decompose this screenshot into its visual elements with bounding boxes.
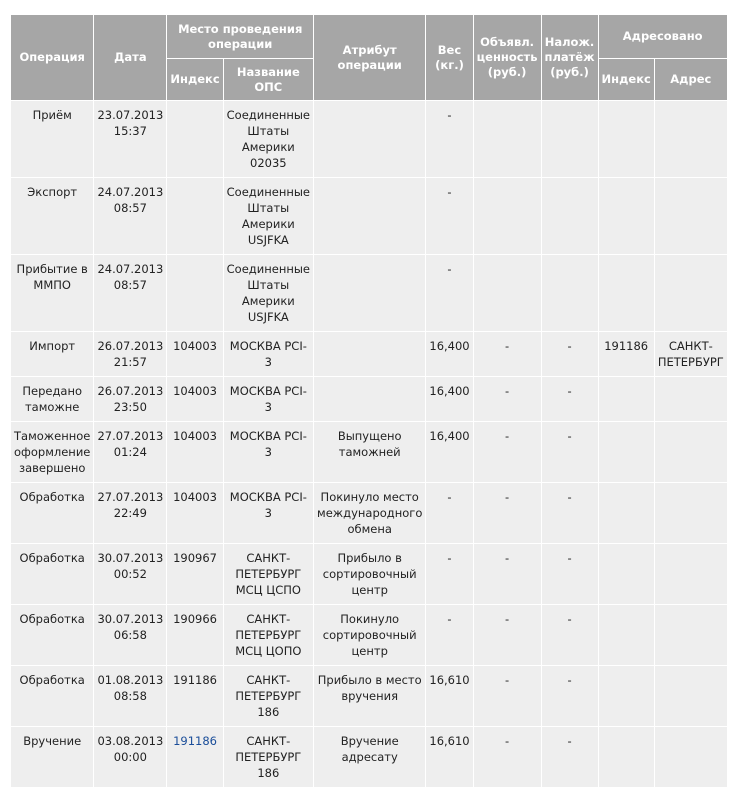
operation-text: Экспорт	[27, 185, 78, 199]
tracking-rows	[11, 101, 727, 787]
header-place-name: Название ОПС	[224, 59, 313, 100]
date-cell	[94, 422, 166, 482]
time-value: 08:58	[113, 689, 147, 703]
ops-name-text: МОСКВА PCI-3	[229, 384, 307, 414]
cod-cell	[542, 666, 598, 726]
ops-name-cell	[224, 332, 313, 376]
date-value: 24.07.2013	[97, 262, 164, 276]
ops-index-text: 191186	[173, 673, 217, 687]
declared-value-cell	[474, 666, 541, 726]
declared-value-text: -	[504, 673, 510, 687]
addr-address-cell	[655, 377, 727, 421]
ops-index-cell	[167, 544, 222, 604]
declared-value-text: -	[504, 490, 510, 504]
cod-text: -	[567, 612, 572, 626]
ops-name-text: МОСКВА PCI-3	[229, 490, 307, 520]
header-addressed: Адресовано	[599, 15, 727, 58]
table-row	[11, 727, 727, 787]
declared-value-cell	[474, 377, 541, 421]
ops-index-cell	[167, 178, 222, 254]
declared-value-text: -	[504, 384, 510, 398]
ops-name-text: САНКТ-ПЕТЕРБУРГ 186	[235, 734, 302, 780]
ops-name-cell	[224, 544, 313, 604]
addr-index-cell	[599, 544, 654, 604]
ops-name-cell	[224, 377, 313, 421]
time-value: 00:00	[113, 750, 147, 764]
addr-index-text: 191186	[604, 339, 649, 353]
attribute-cell	[314, 422, 425, 482]
table-row	[11, 605, 727, 665]
declared-value-cell	[474, 483, 541, 543]
time-value: 21:57	[113, 355, 147, 369]
date-value: 26.07.2013	[97, 339, 164, 353]
attribute-text: Покинуло место международного обмена	[317, 490, 423, 536]
addr-address-cell	[655, 666, 727, 726]
attribute-text: Прибыло в сортировочный центр	[322, 551, 417, 597]
date-cell	[94, 101, 166, 177]
weight-text: 16,610	[429, 673, 470, 687]
date-cell	[94, 332, 166, 376]
weight-cell	[426, 101, 472, 177]
ops-index-cell	[167, 101, 222, 177]
table-row	[11, 666, 727, 726]
ops-index-link[interactable]: 191186	[173, 734, 217, 748]
addr-index-cell	[599, 483, 654, 543]
declared-value-cell	[474, 101, 541, 177]
date-value: 24.07.2013	[97, 185, 164, 199]
addr-address-cell	[655, 727, 727, 787]
declared-value-text: -	[504, 339, 510, 353]
attribute-cell	[314, 544, 425, 604]
attribute-cell	[314, 377, 425, 421]
operation-text: Таможенное оформление завершено	[14, 429, 91, 475]
operation-text: Обработка	[19, 490, 85, 504]
header-addr-index: Индекс	[599, 59, 654, 100]
ops-index-cell	[167, 666, 222, 726]
attribute-cell	[314, 666, 425, 726]
weight-cell	[426, 483, 472, 543]
header-place: Место проведения операции	[167, 15, 313, 58]
weight-text: -	[447, 185, 452, 199]
declared-value-cell	[474, 422, 541, 482]
addr-address-text: САНКТ-ПЕТЕРБУРГ	[657, 339, 724, 369]
ops-index-text: 104003	[173, 490, 217, 504]
tracking-table	[10, 14, 728, 788]
header-date: Дата	[94, 15, 166, 100]
ops-name-cell	[224, 483, 313, 543]
operation-text: Обработка	[19, 673, 85, 687]
ops-name-text: МОСКВА PCI-3	[229, 429, 307, 459]
ops-index-text: 190966	[173, 612, 217, 626]
time-value: 08:57	[113, 201, 147, 215]
cod-text: -	[567, 339, 572, 353]
operation-text: Импорт	[29, 339, 76, 353]
weight-text: -	[447, 262, 452, 276]
addr-address-cell	[655, 605, 727, 665]
cod-text: -	[567, 429, 572, 443]
operation-cell	[11, 605, 93, 665]
ops-name-cell	[224, 422, 313, 482]
addr-index-cell	[599, 727, 654, 787]
table-row	[11, 101, 727, 177]
operation-cell	[11, 544, 93, 604]
declared-value-text: -	[504, 734, 510, 748]
table-row	[11, 377, 727, 421]
cod-cell	[542, 255, 598, 331]
date-value: 30.07.2013	[97, 612, 164, 626]
addr-index-cell	[599, 255, 654, 331]
date-cell	[94, 178, 166, 254]
addr-index-cell	[599, 377, 654, 421]
operation-cell	[11, 377, 93, 421]
cod-cell	[542, 483, 598, 543]
date-value: 27.07.2013	[97, 429, 164, 443]
addr-address-cell	[655, 422, 727, 482]
cod-cell	[542, 422, 598, 482]
addr-index-cell	[599, 605, 654, 665]
operation-text: Передано таможне	[22, 384, 83, 414]
cod-cell	[542, 544, 598, 604]
addr-address-cell	[655, 178, 727, 254]
ops-index-text: 104003	[173, 339, 217, 353]
header-cod: Налож. платёж (руб.)	[542, 15, 598, 100]
cod-text: -	[567, 551, 572, 565]
addr-address-cell	[655, 332, 727, 376]
table-row	[11, 544, 727, 604]
tracking-table-wrapper	[10, 14, 728, 788]
header-weight: Вес (кг.)	[426, 15, 472, 100]
attribute-cell	[314, 605, 425, 665]
date-cell	[94, 727, 166, 787]
weight-text: 16,610	[429, 734, 470, 748]
header-attribute: Атрибут операции	[314, 15, 425, 100]
attribute-text: Выпущено таможней	[337, 429, 402, 459]
weight-cell	[426, 422, 472, 482]
attribute-text: Вручение адресату	[340, 734, 399, 764]
addr-index-cell	[599, 666, 654, 726]
cod-text: -	[567, 734, 572, 748]
attribute-cell	[314, 178, 425, 254]
addr-index-cell	[599, 422, 654, 482]
cod-text: -	[567, 384, 572, 398]
ops-name-text: САНКТ-ПЕТЕРБУРГ 186	[235, 673, 302, 719]
table-row	[11, 422, 727, 482]
operation-text: Приём	[32, 108, 72, 122]
operation-cell	[11, 422, 93, 482]
operation-cell	[11, 483, 93, 543]
time-value: 08:57	[113, 278, 147, 292]
operation-cell	[11, 666, 93, 726]
date-value: 01.08.2013	[97, 673, 164, 687]
declared-value-text: -	[504, 429, 510, 443]
ops-index-cell	[167, 422, 222, 482]
addr-address-cell	[655, 255, 727, 331]
ops-index-cell	[167, 605, 222, 665]
ops-index-cell	[167, 255, 222, 331]
weight-cell	[426, 178, 472, 254]
addr-index-cell	[599, 332, 654, 376]
declared-value-cell	[474, 255, 541, 331]
ops-index-cell	[167, 332, 222, 376]
time-value: 23:50	[113, 400, 147, 414]
operation-text: Обработка	[19, 612, 85, 626]
cod-text: -	[567, 490, 572, 504]
weight-text: -	[447, 612, 452, 626]
cod-cell	[542, 605, 598, 665]
attribute-cell	[314, 255, 425, 331]
ops-name-cell	[224, 255, 313, 331]
ops-name-cell	[224, 727, 313, 787]
operation-text: Прибытие в ММПО	[16, 262, 88, 292]
operation-cell	[11, 332, 93, 376]
time-value: 15:37	[113, 124, 147, 138]
ops-name-cell	[224, 101, 313, 177]
ops-index-cell	[167, 483, 222, 543]
date-value: 26.07.2013	[97, 384, 164, 398]
cod-cell	[542, 727, 598, 787]
weight-text: -	[447, 551, 452, 565]
declared-value-cell	[474, 727, 541, 787]
header-place-index: Индекс	[167, 59, 222, 100]
date-value: 27.07.2013	[97, 490, 164, 504]
ops-name-text: САНКТ-ПЕТЕРБУРГ МСЦ ЦОПО	[235, 612, 302, 658]
ops-name-cell	[224, 605, 313, 665]
time-value: 22:49	[113, 506, 147, 520]
time-value: 06:58	[113, 628, 147, 642]
ops-index-text: 104003	[173, 384, 217, 398]
weight-text: -	[447, 108, 452, 122]
ops-name-text: Соединенные Штаты Америки 02035	[226, 108, 311, 170]
declared-value-cell	[474, 544, 541, 604]
operation-cell	[11, 178, 93, 254]
date-value: 30.07.2013	[97, 551, 164, 565]
time-value: 01:24	[113, 445, 147, 459]
operation-cell	[11, 255, 93, 331]
operation-cell	[11, 727, 93, 787]
weight-cell	[426, 332, 472, 376]
weight-text: 16,400	[429, 429, 470, 443]
weight-cell	[426, 727, 472, 787]
date-cell	[94, 377, 166, 421]
attribute-cell	[314, 332, 425, 376]
header-declared-value: Объявл. ценность (руб.)	[474, 15, 541, 100]
weight-cell	[426, 377, 472, 421]
ops-name-cell	[224, 178, 313, 254]
cod-cell	[542, 377, 598, 421]
declared-value-text: -	[504, 551, 510, 565]
date-cell	[94, 544, 166, 604]
ops-name-text: Соединенные Штаты Америки USJFKA	[226, 185, 311, 247]
operation-text: Вручение	[23, 734, 82, 748]
addr-address-cell	[655, 101, 727, 177]
table-row	[11, 255, 727, 331]
declared-value-cell	[474, 178, 541, 254]
table-row	[11, 332, 727, 376]
date-cell	[94, 255, 166, 331]
ops-index-text: 104003	[173, 429, 217, 443]
weight-cell	[426, 666, 472, 726]
ops-name-text: Соединенные Штаты Америки USJFKA	[226, 262, 311, 324]
addr-index-cell	[599, 178, 654, 254]
addr-address-cell	[655, 544, 727, 604]
weight-text: 16,400	[429, 384, 470, 398]
declared-value-cell	[474, 332, 541, 376]
cod-cell	[542, 178, 598, 254]
date-cell	[94, 483, 166, 543]
attribute-text: Прибыло в место вручения	[317, 673, 422, 703]
addr-address-cell	[655, 483, 727, 543]
ops-name-cell	[224, 666, 313, 726]
operation-text: Обработка	[19, 551, 85, 565]
time-value: 00:52	[113, 567, 147, 581]
cod-text: -	[567, 673, 572, 687]
cod-cell	[542, 101, 598, 177]
ops-index-cell	[167, 727, 222, 787]
attribute-cell	[314, 483, 425, 543]
weight-text: -	[447, 490, 452, 504]
header-operation: Операция	[11, 15, 93, 100]
declared-value-text: -	[504, 612, 510, 626]
addr-index-cell	[599, 101, 654, 177]
weight-text: 16,400	[429, 339, 470, 353]
declared-value-cell	[474, 605, 541, 665]
operation-cell	[11, 101, 93, 177]
ops-name-text: САНКТ-ПЕТЕРБУРГ МСЦ ЦСПО	[235, 551, 302, 597]
attribute-text: Покинуло сортировочный центр	[322, 612, 417, 658]
date-cell	[94, 666, 166, 726]
table-row	[11, 483, 727, 543]
weight-cell	[426, 255, 472, 331]
ops-index-cell	[167, 377, 222, 421]
ops-index-text: 190967	[173, 551, 217, 565]
table-row	[11, 178, 727, 254]
weight-cell	[426, 544, 472, 604]
ops-name-text: МОСКВА PCI-3	[229, 339, 307, 369]
date-value: 03.08.2013	[97, 734, 164, 748]
date-value: 23.07.2013	[97, 108, 164, 122]
header-addr-address: Адрес	[655, 59, 727, 100]
attribute-cell	[314, 727, 425, 787]
date-cell	[94, 605, 166, 665]
cod-cell	[542, 332, 598, 376]
weight-cell	[426, 605, 472, 665]
attribute-cell	[314, 101, 425, 177]
